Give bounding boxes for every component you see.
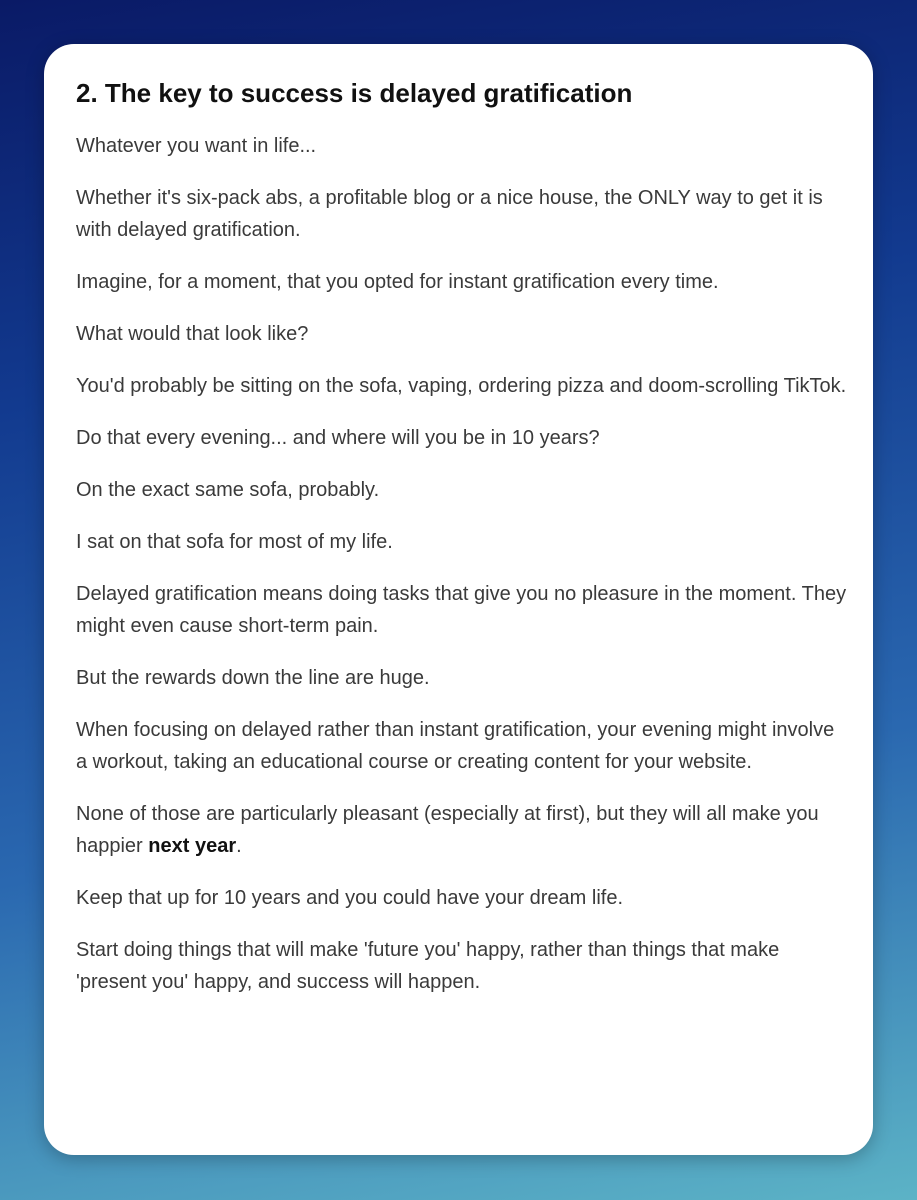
paragraph: But the rewards down the line are huge. xyxy=(76,667,430,689)
paragraph: You'd probably be sitting on the sofa, vaping, ordering pizza and doom-scrolling TikTok. xyxy=(76,375,847,397)
paragraph: Imagine, for a moment, that you opted for instant gratification every time. xyxy=(76,271,719,293)
paragraph: Do that every evening... and where will you be in 10 years? xyxy=(76,427,600,449)
article-card xyxy=(44,44,873,1155)
paragraph: I sat on that sofa for most of my life. xyxy=(76,531,393,553)
paragraph: When focusing on delayed rather than instant gratification, your evening might involve a workout, taking an educational course or creating content for your website. xyxy=(76,719,835,773)
paragraph: Whether it's six-pack abs, a profitable blog or a nice house, the ONLY way to get it is with delayed gratification. xyxy=(76,187,823,241)
paragraph: What would that look like? xyxy=(76,323,309,345)
paragraph: On the exact same sofa, probably. xyxy=(76,479,380,501)
article-heading: 2. The key to success is delayed gratification xyxy=(76,78,633,108)
paragraph-next-year xyxy=(76,798,849,862)
paragraph: Keep that up for 10 years and you could have your dream life. xyxy=(76,887,624,909)
paragraph-text: . xyxy=(236,835,242,857)
emphasis-next-year: next year xyxy=(148,835,237,857)
paragraph: Delayed gratification means doing tasks that give you no pleasure in the moment. They might even cause short-term pain. xyxy=(76,583,847,637)
paragraph: Whatever you want in life... xyxy=(76,135,317,157)
paragraph-text: None of those are particularly pleasant (especially at first), but they will all make you happier xyxy=(76,803,819,857)
paragraph: Start doing things that will make 'future you' happy, rather than things that make 'present you' happy, and success will happen. xyxy=(76,939,780,993)
